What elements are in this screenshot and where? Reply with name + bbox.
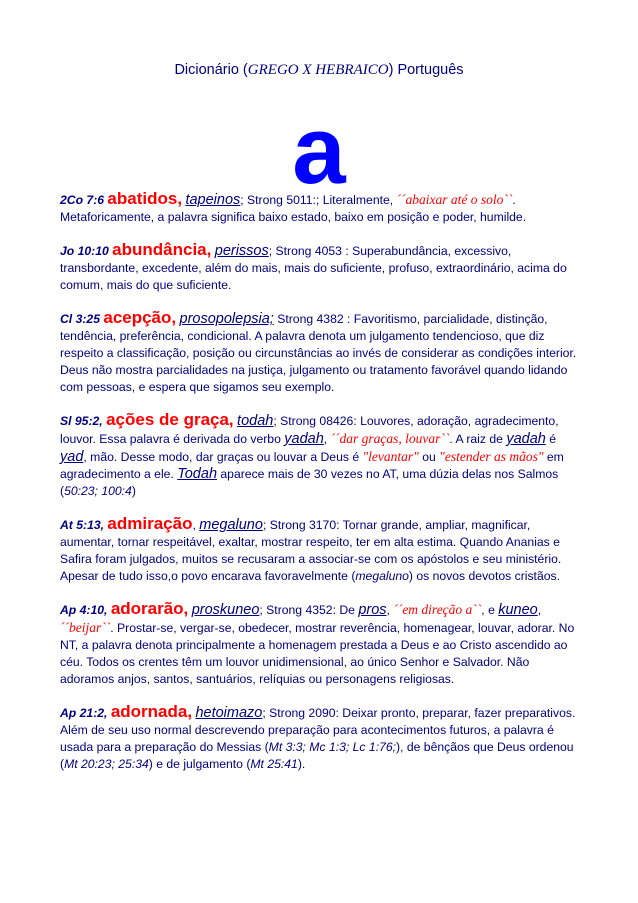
entry-word: megaluno <box>355 569 409 583</box>
entry-text: ) e de julgamento ( <box>148 757 251 771</box>
entry-text: , <box>386 603 394 617</box>
entry-reference: Ap 4:10, <box>60 603 108 617</box>
entry-list <box>60 190 582 788</box>
entry-headword: abatidos, <box>107 189 183 208</box>
entry-text: , <box>323 432 331 446</box>
entry-reference: Ap 21:2, <box>60 706 108 720</box>
entry-text: em agradecimento a ele. <box>60 450 564 481</box>
entry-headword: abundância, <box>112 240 212 259</box>
entry-headword: adornada, <box>110 702 193 721</box>
entry-text: ou <box>418 450 440 464</box>
entry-transliteration[interactable]: todah <box>237 413 274 429</box>
entry-text: , <box>537 603 542 617</box>
entry-text: ), de bênçãos que Deus ordenou ( <box>60 740 574 771</box>
section-letter: a <box>292 97 346 204</box>
entry-text: ) <box>131 484 136 498</box>
entry-reference: At 5:13, <box>60 518 105 532</box>
entry-word-link[interactable]: yadah <box>284 431 324 447</box>
entry-verse-ref: Mt 20:23; 25:34 <box>64 757 149 771</box>
header-prefix: Dicionário ( <box>174 62 248 78</box>
entry-verse-ref: 50:23; 100:4 <box>64 484 132 498</box>
entry-transliteration[interactable]: megaluno <box>199 517 263 533</box>
entry-headword: ações de graça, <box>106 410 234 429</box>
entry-transliteration[interactable]: prosopolepsia; <box>179 311 274 327</box>
entry-gloss: ´´em direção a`` <box>393 602 482 617</box>
header-suffix: ) Português <box>388 62 464 78</box>
entry-text: . Prostar-se, vergar-se, obedecer, mostrar reverência, homenagear, louvar, adorar. No NT, a palavra denota principalmente a homenagem prestada a Deus e ao Cristo ascendido ao céu. Todos os crentes têm um louvor unidimensional, ao único Senhor e Salvador. Não adoramos anjos, santos, santuários, relíquias ou personagens religiosas. <box>60 621 575 686</box>
entry-headword: adorarão, <box>110 599 189 618</box>
entry-transliteration[interactable]: hetoimazo <box>195 705 263 721</box>
entry-word-link[interactable]: kuneo <box>498 602 538 618</box>
entry-text: ) os novos devotos cristãos. <box>408 569 560 583</box>
entry-text: ; Strong 4352: De <box>259 603 359 617</box>
entry-text: ; Strong 3170: Tornar grande, ampliar, magnificar, aumentar, tornar respeitável, exaltar, mostrar respeito, ter em alta estima. Quando Ananias e Safira foram julgados, muitos se recusaram a associar-se com os apóstolos e seu ministério. Apesar de tudo isso,o povo encarava favoravelmente ( <box>60 518 562 583</box>
entry-word-link[interactable]: pros <box>358 602 387 618</box>
entry-acepcao <box>60 309 582 396</box>
entry-body: . Metaforicamente, a palavra significa baixo estado, baixo em posição e poder, humilde. <box>60 193 527 224</box>
entry-strong: ; Strong 4053 : Superabundância, excessivo, transbordante, excedente, além do mais, mais do suficiente, profuso, extraordinário, acima do comum, mais do que suficiente. <box>60 244 567 292</box>
entry-transliteration[interactable]: tapeinos <box>185 192 241 208</box>
entry-gloss: ´´beijar`` <box>60 620 111 635</box>
entry-word-link[interactable]: Todah <box>177 466 218 482</box>
entry-acoes-de-graca <box>60 411 582 500</box>
entry-abundancia <box>60 241 582 294</box>
entry-verse-ref: Mt 25:41 <box>250 757 298 771</box>
entry-transliteration[interactable]: proskuneo <box>191 602 260 618</box>
entry-text: ; Strong 2090: Deixar pronto, preparar, fazer preparativos. Além de seu uso normal descrevendo preparação para acontecimentos futuros, a palavra é usada para a preparação do Messias ( <box>60 706 576 754</box>
entry-text: ). <box>297 757 306 771</box>
entry-word-link[interactable]: yadah <box>506 431 546 447</box>
entry-adorarao <box>60 600 582 688</box>
entry-gloss: ´´abaixar até o solo`` <box>396 192 513 207</box>
entry-abatidos <box>60 190 582 226</box>
entry-gloss: ´´dar graças, louvar`` <box>330 431 450 446</box>
entry-gloss: "estender as mãos" <box>439 449 544 464</box>
entry-headword: admiração <box>107 514 193 533</box>
entry-text: aparece mais de 30 vezes no AT, uma dúzia delas nos Salmos ( <box>60 467 559 498</box>
entry-transliteration[interactable]: perissos <box>214 243 269 259</box>
entry-reference: Cl 3:25 <box>60 312 100 326</box>
page-header <box>0 62 638 79</box>
entry-reference: Sl 95:2, <box>60 414 103 428</box>
entry-strong: Strong 4382 : Favoritismo, parcialidade, distinção, tendência, preferência, condicional. A palavra denota um julgamento tendencioso, que diz respeito a classificação, posição ou circunstâncias ao invés de considerar as condições interior. Deus não mostra parcialidades na justiça, julgamento ou tratamento favorável quando lidando com pessoas, e espera que sigamos seu exemplo. <box>60 312 577 394</box>
entry-reference: Jo 10:10 <box>60 244 109 258</box>
entry-text: . A raiz de <box>449 432 507 446</box>
entry-text: , e <box>481 603 499 617</box>
entry-verse-ref: Mt 3:3; Mc 1:3; Lc 1:76; <box>268 740 397 754</box>
entry-text: , mão. Desse modo, dar graças ou louvar a Deus é <box>83 450 363 464</box>
entry-strong: ; Strong 5011:; Literalmente, <box>240 193 397 207</box>
entry-text: ; Strong 08426: Louvores, adoração, agradecimento, louvor. Essa palavra é derivada do verbo <box>60 414 559 446</box>
entry-adornada <box>60 703 582 773</box>
entry-headword: acepção, <box>103 308 177 327</box>
header-languages: GREGO X HEBRAICO <box>247 62 389 78</box>
entry-admiracao: At 5:13, admiração, megaluno; Strong 3170: Tornar grande, ampliar, magnificar, aumentar, tornar respeitável, exaltar, mostrar respeito, ter em alta estima. Quando Ananias e Safira foram julgados, muitos se recusaram a associar-se com os apóstolos e seu ministério. Apesar de tudo isso,o povo encarava favoravelmente (megaluno) os novos devotos cristãos. <box>60 514 562 583</box>
entry-reference: 2Co 7:6 <box>60 193 105 207</box>
entry-gloss: "levantar" <box>362 449 419 464</box>
entry-word-link[interactable]: yad <box>60 449 84 465</box>
entry-text: é <box>545 432 557 446</box>
